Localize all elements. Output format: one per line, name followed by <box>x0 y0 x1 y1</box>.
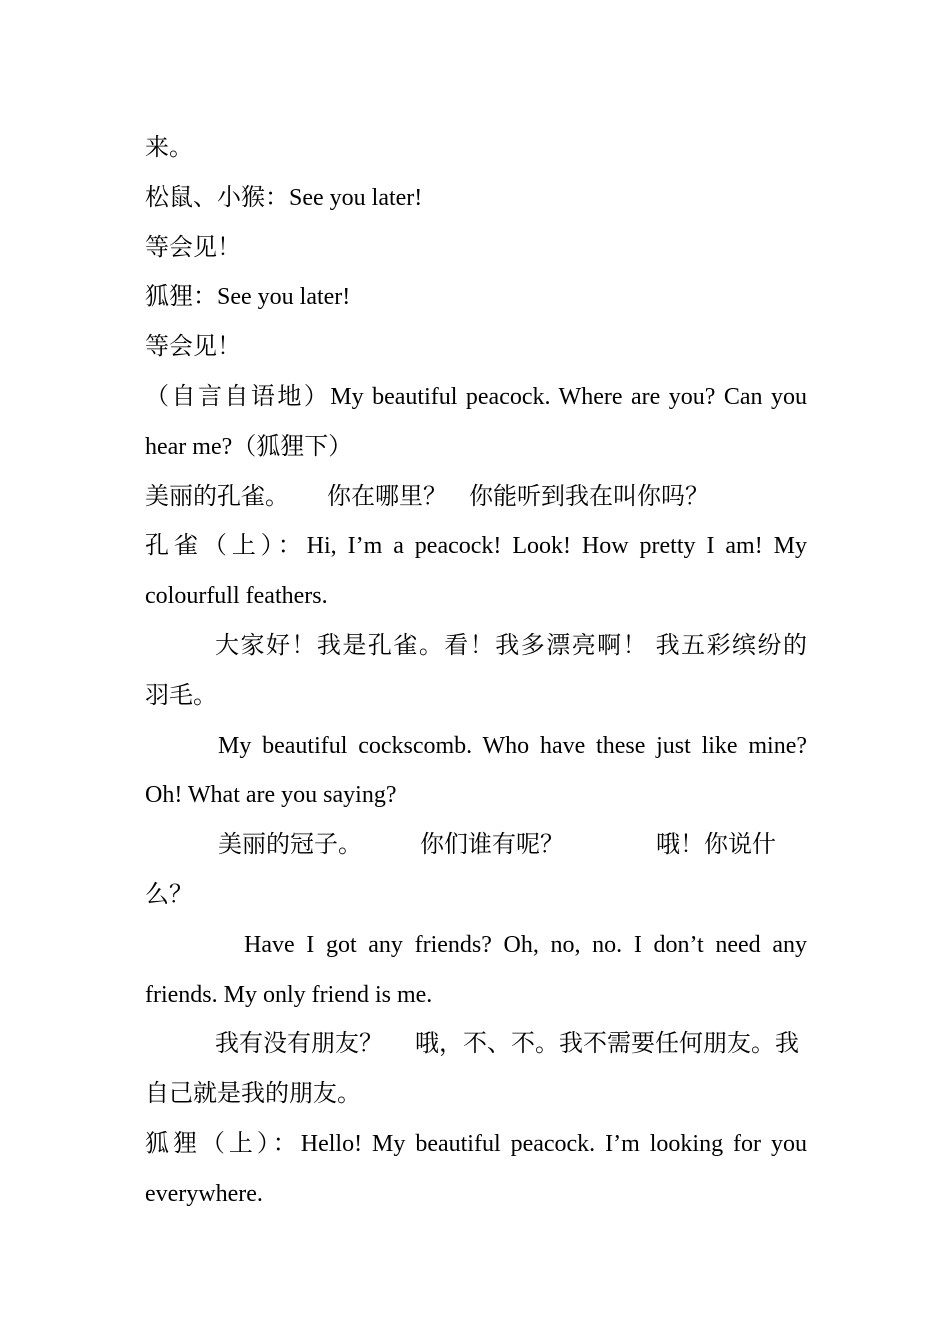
text-line-multi <box>145 1020 807 1070</box>
text-line: 自己就是我的朋友。 <box>145 1081 361 1108</box>
text-segment: 我有没有朋友？ <box>215 1031 383 1058</box>
text-line: My beautiful cockscomb. Who have these just like mine? <box>218 732 807 759</box>
text-line: 大家好！我是孔雀。看！我多漂亮啊！ 我五彩缤纷的 <box>215 632 807 659</box>
text-line: 狐狸（上）：Hello! My beautiful peacock. I’m looking for you <box>145 1130 807 1157</box>
text-line: Oh! What are you saying? <box>145 782 397 809</box>
text-line: Have I got any friends? Oh, no, no. I don’t need any <box>244 931 807 958</box>
text-line: （自言自语地）My beautiful peacock. Where are you? Can you <box>145 383 807 410</box>
text-line: hear me?（狐狸下） <box>145 433 353 460</box>
text-line: everywhere. <box>145 1180 263 1207</box>
text-line: 孔雀（上）：Hi, I’m a peacock! Look! How pretty I am! My <box>145 533 807 560</box>
text-line: 羽毛。 <box>145 682 217 709</box>
text-line: 狐狸：See you later! <box>145 284 351 311</box>
text-segment: 美丽的冠子。 <box>218 832 362 859</box>
text-segment: 哦！你说什 <box>656 832 776 859</box>
text-line: colourfull feathers. <box>145 583 328 610</box>
text-segment: 你在哪里？ <box>327 483 447 510</box>
text-segment: 哦，不、不。我不需要任何朋友。我 <box>415 1031 799 1058</box>
text-line: 松鼠、小猴：See you later! <box>145 184 423 211</box>
text-line-multi <box>145 821 807 871</box>
script-text <box>145 124 807 1220</box>
text-line-multi <box>145 473 807 523</box>
text-segment: 你能听到我在叫你吗？ <box>469 483 709 510</box>
text-line: 么？ <box>145 881 193 908</box>
text-line: 等会见！ <box>145 334 241 361</box>
text-segment: 你们谁有呢？ <box>420 832 564 859</box>
text-segment: 美丽的孔雀。 <box>145 483 289 510</box>
text-line: 来。 <box>145 135 193 161</box>
text-line: 等会见！ <box>145 234 241 261</box>
text-line: friends. My only friend is me. <box>145 981 433 1008</box>
